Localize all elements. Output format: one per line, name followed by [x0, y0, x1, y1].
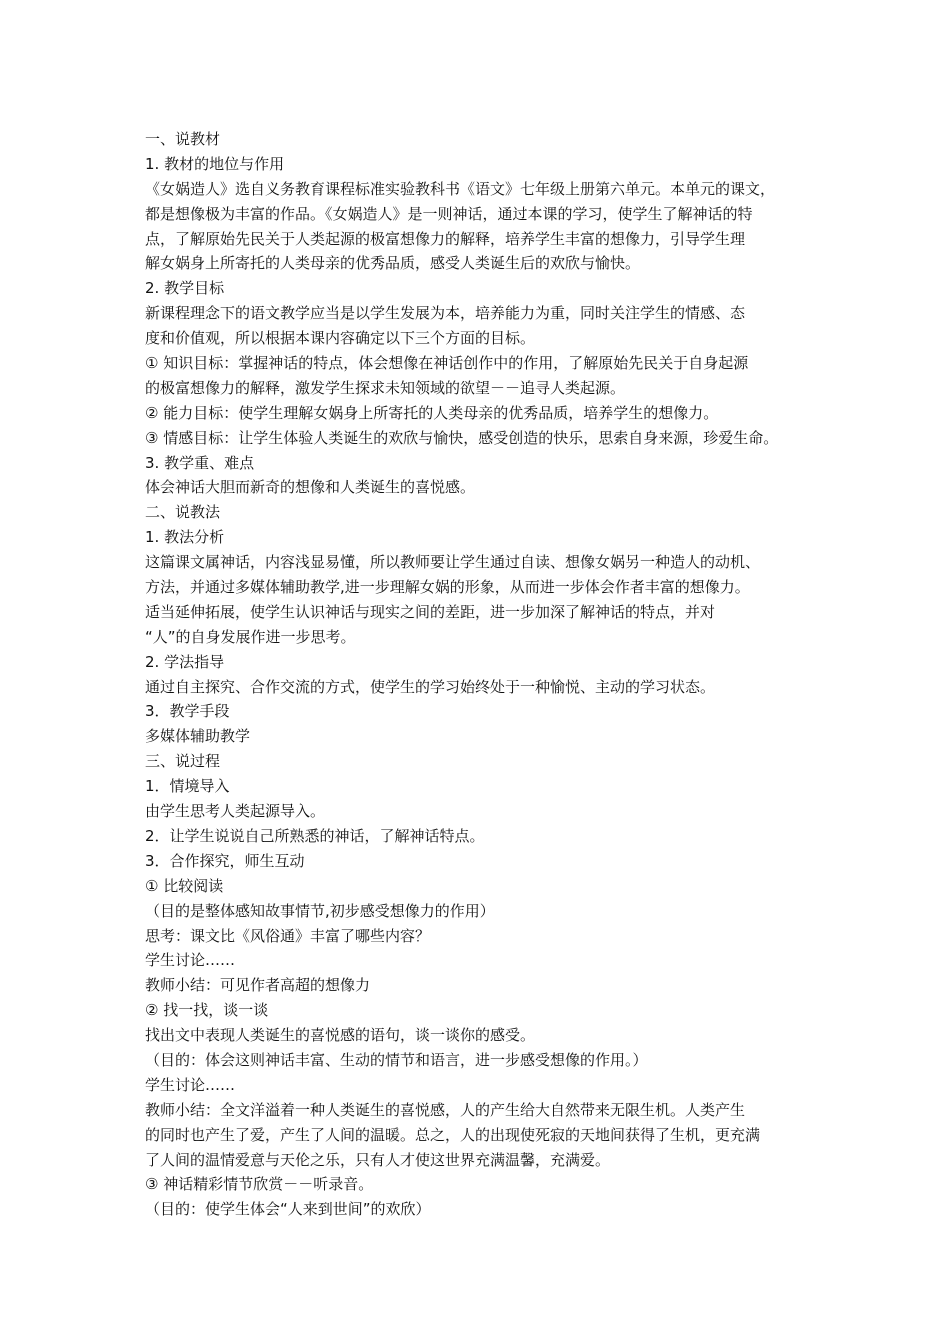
- paragraph-line: 学生讨论……: [145, 951, 236, 970]
- paragraph-line: （目的是整体感知故事情节,初步感受想像力的作用）: [145, 901, 495, 920]
- paragraph-line: 都是想像极为丰富的作品。《女娲造人》是一则神话，通过本课的学习，使学生了解神话的特: [145, 204, 753, 223]
- paragraph-line: 学生讨论……: [145, 1075, 236, 1094]
- paragraph-line: 度和价值观，所以根据本课内容确定以下三个方面的目标。: [145, 329, 536, 348]
- subheading-study-guidance: 2. 学法指导: [145, 652, 225, 671]
- document-page: [145, 127, 825, 1222]
- paragraph-line: 找出文中表现人类诞生的喜悦感的语句，谈一谈你的感受。: [145, 1026, 536, 1045]
- goal-emotion: ③ 情感目标：让学生体验人类诞生的欢欣与愉快，感受创造的快乐，思索自身来源，珍爱生命。: [145, 428, 779, 447]
- subheading-teaching-goals: 2. 教学目标: [145, 279, 225, 298]
- heading-section-2: 二、说教法: [145, 503, 221, 522]
- paragraph-line: 思考：课文比《风俗通》丰富了哪些内容？: [145, 926, 431, 945]
- paragraph-line: （目的：使学生体会“人来到世间”的欢欣）: [145, 1200, 431, 1219]
- paragraph-line: 《女娲造人》选自义务教育课程标准实验教科书《语文》七年级上册第六单元。本单元的课文，: [145, 179, 776, 198]
- paragraph-line: 点，了解原始先民关于人类起源的极富想像力的解释，培养学生丰富的想像力，引导学生理: [145, 229, 746, 248]
- goal-knowledge-cont: 的极富想像力的解释，激发学生探求未知领域的欲望－－追寻人类起源。: [145, 378, 626, 397]
- paragraph-line: 教师小结：全文洋溢着一种人类诞生的喜悦感，人的产生给大自然带来无限生机。人类产生: [145, 1100, 746, 1119]
- subheading-method-analysis: 1. 教法分析: [145, 528, 225, 547]
- paragraph-line: 多媒体辅助教学: [145, 727, 251, 746]
- paragraph-line: 教师小结：可见作者高超的想像力: [145, 976, 371, 995]
- step-find-discuss: ② 找一找，谈一谈: [145, 1001, 269, 1020]
- paragraph-line: 了人间的温情爱意与天伦之乐，只有人才使这世界充满温馨，充满爱。: [145, 1150, 611, 1169]
- paragraph-line: （目的：体会这则神话丰富、生动的情节和语言，进一步感受想像的作用。）: [145, 1050, 648, 1069]
- paragraph-line: 适当延伸拓展，使学生认识神话与现实之间的差距，进一步加深了解神话的特点，并对: [145, 602, 716, 621]
- paragraph-line: 由学生思考人类起源导入。: [145, 802, 326, 821]
- paragraph-line: 的同时也产生了爱，产生了人间的温暖。总之，人的出现使死寂的天地间获得了生机，更充满: [145, 1125, 761, 1144]
- subheading-teaching-means: 3．教学手段: [145, 702, 230, 721]
- paragraph-line: 这篇课文属神话，内容浅显易懂，所以教师要让学生通过自读、想像女娲另一种造人的动机、: [145, 553, 761, 572]
- paragraph-line: 解女娲身上所寄托的人类母亲的优秀品质，感受人类诞生后的欢欣与愉快。: [145, 254, 641, 273]
- paragraph-line: 通过自主探究、合作交流的方式，使学生的学习始终处于一种愉悦、主动的学习状态。: [145, 677, 716, 696]
- goal-knowledge: ① 知识目标：掌握神话的特点，体会想像在神话创作中的作用，了解原始先民关于自身起源: [145, 354, 749, 373]
- goal-ability: ② 能力目标：使学生理解女娲身上所寄托的人类母亲的优秀品质，培养学生的想像力。: [145, 403, 719, 422]
- heading-section-1: 一、说教材: [145, 130, 221, 148]
- paragraph-line: “人”的自身发展作进一步思考。: [145, 627, 356, 646]
- paragraph-line: 体会神话大胆而新奇的想像和人类诞生的喜悦感。: [145, 478, 476, 497]
- subheading-key-points: 3. 教学重、难点: [145, 453, 255, 472]
- subheading-myths: 2．让学生说说自己所熟悉的神话，了解神话特点。: [145, 826, 485, 845]
- subheading-intro: 1．情境导入: [145, 777, 230, 796]
- paragraph-line: 新课程理念下的语文教学应当是以学生发展为本，培养能力为重，同时关注学生的情感、态: [145, 304, 746, 323]
- heading-section-3: 三、说过程: [145, 752, 221, 771]
- step-listen-recording: ③ 神话精彩情节欣赏－－听录音。: [145, 1175, 374, 1194]
- paragraph-line: 方法，并通过多媒体辅助教学,进一步理解女娲的形象，从而进一步体会作者丰富的想像力。: [145, 578, 750, 597]
- step-compare-reading: ① 比较阅读: [145, 876, 224, 895]
- subheading-cooperation: 3．合作探究，师生互动: [145, 851, 305, 870]
- subheading-textbook-role: 1. 教材的地位与作用: [145, 154, 285, 173]
